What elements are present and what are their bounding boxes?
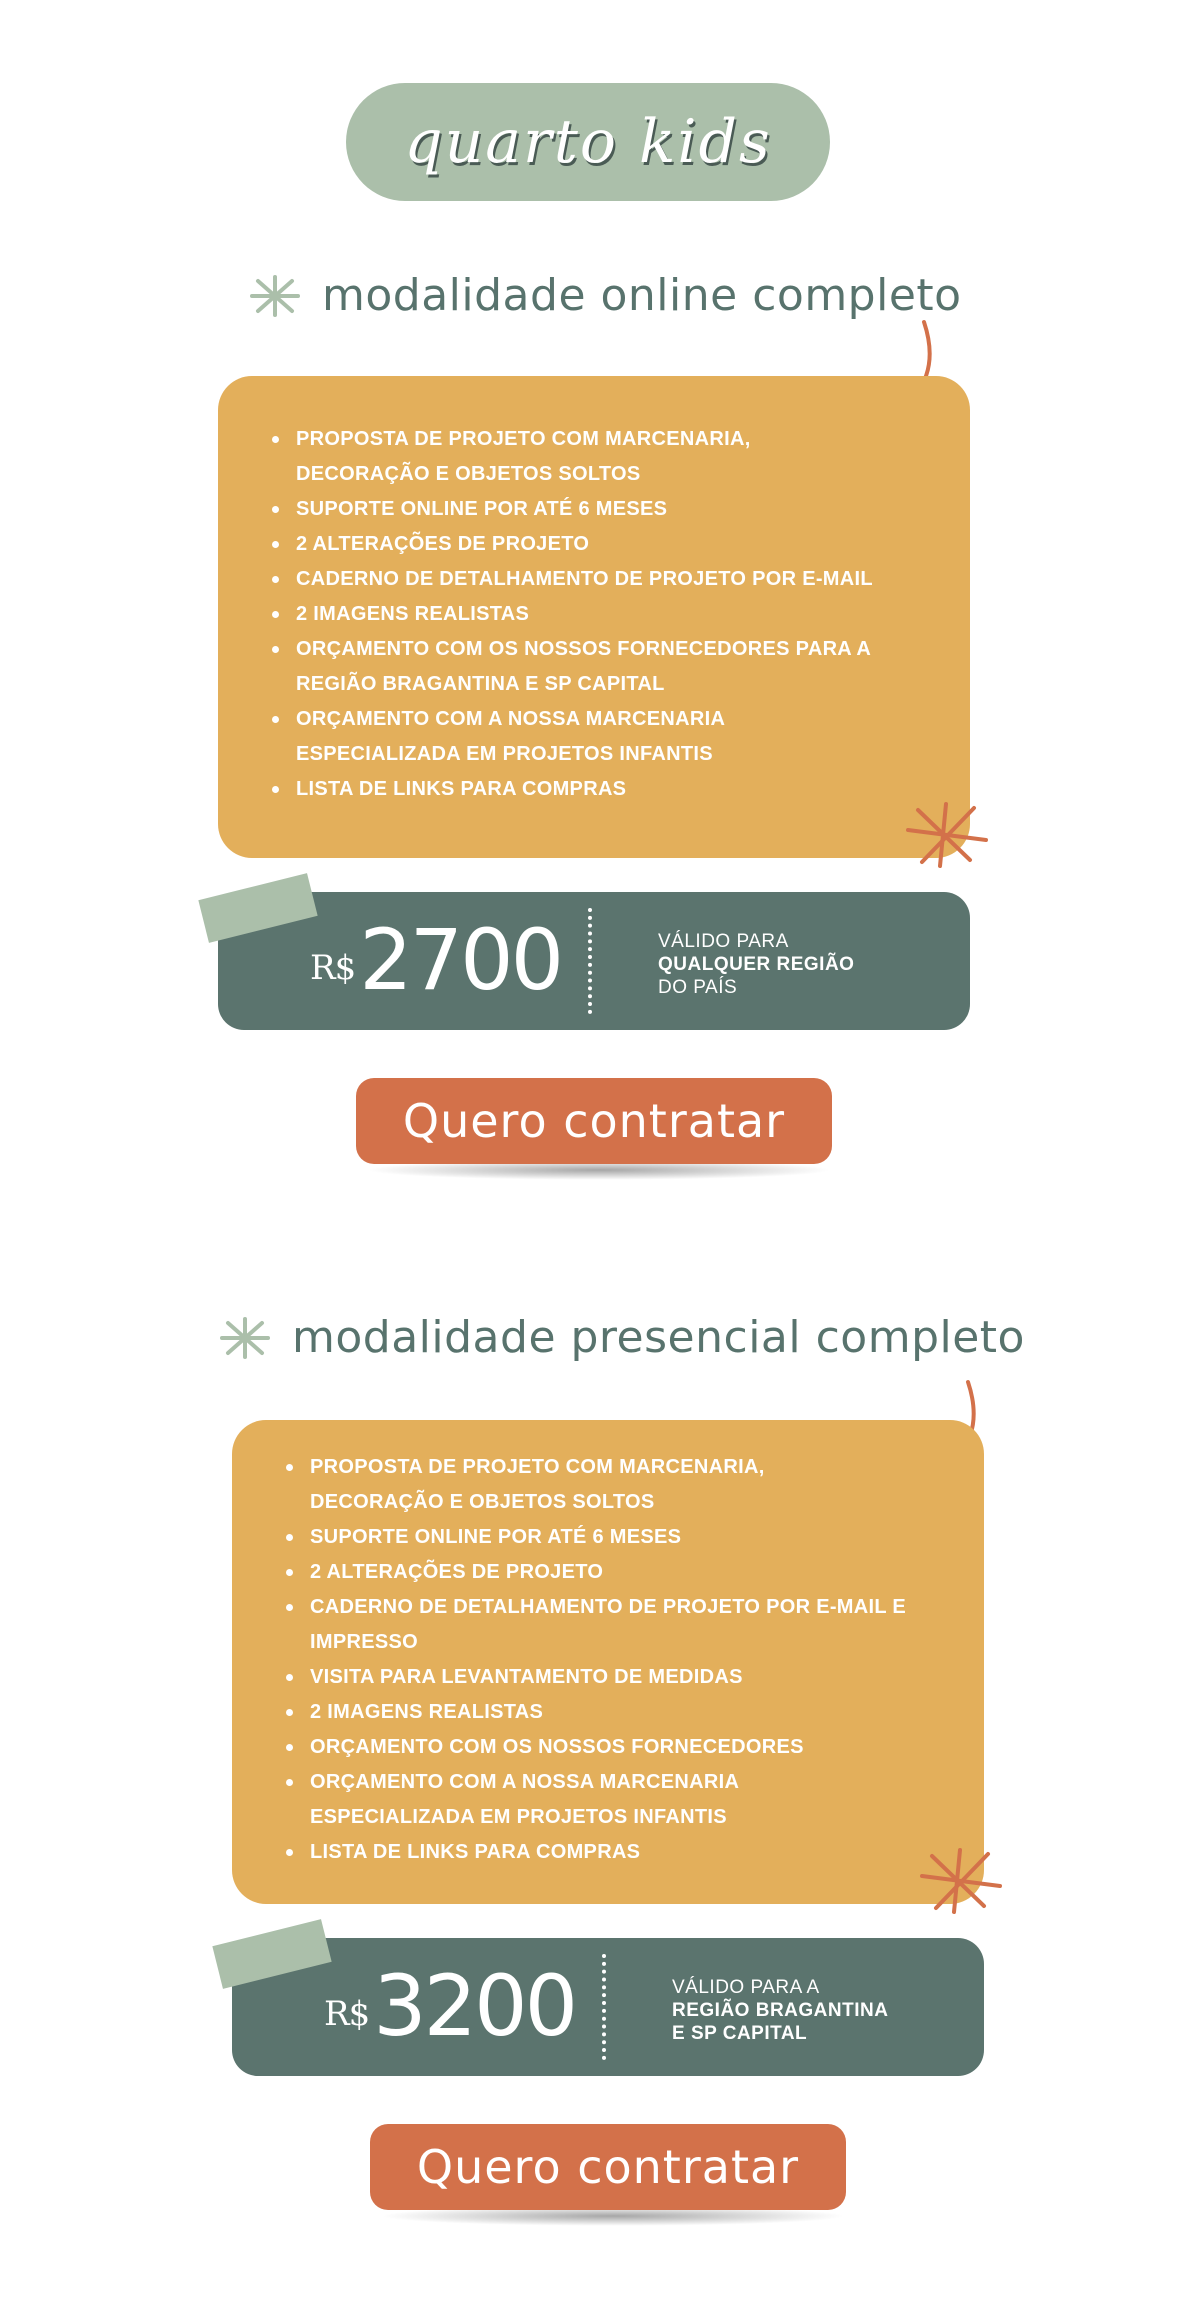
feature-item: ORÇAMENTO COM A NOSSA MARCENARIA ESPECIALIZADA EM PROJETOS INFANTIS [270,702,796,772]
feature-item: PROPOSTA DE PROJETO COM MARCENARIA, DECORAÇÃO E OBJETOS SOLTOS [270,422,776,492]
plan-heading-presencial [216,1312,1025,1363]
feature-item: 2 IMAGENS REALISTAS [270,597,930,632]
price-currency: R$ [310,948,356,988]
plan-heading-online [246,270,962,321]
price-bar-online [218,892,970,1030]
feature-item: CADERNO DE DETALHAMENTO DE PROJETO POR E-MAIL [270,562,930,597]
price-currency: R$ [324,1994,370,2034]
feature-list [284,1450,944,1870]
validity-prefix: VÁLIDO PARA A [672,1977,820,1998]
plan-heading-text: modalidade online completo [322,270,962,321]
plan-features-card-online [218,376,970,858]
feature-item: LISTA DE LINKS PARA COMPRAS [284,1835,944,1870]
hire-button-presencial[interactable]: Quero contratar [370,2124,846,2210]
price-validity [658,930,854,999]
validity-prefix: VÁLIDO PARA [658,931,789,952]
validity-suffix: DO PAÍS [658,977,738,998]
feature-item: PROPOSTA DE PROJETO COM MARCENARIA, DECORAÇÃO E OBJETOS SOLTOS [284,1450,790,1520]
feature-item: SUPORTE ONLINE POR ATÉ 6 MESES [284,1520,944,1555]
feature-item: ORÇAMENTO COM OS NOSSOS FORNECEDORES [284,1730,944,1765]
feature-item: SUPORTE ONLINE POR ATÉ 6 MESES [270,492,930,527]
price-display [310,911,562,1009]
price-display [324,1957,576,2055]
starburst-icon [900,800,992,870]
feature-item: VISITA PARA LEVANTAMENTO DE MEDIDAS [284,1660,944,1695]
price-value: 3200 [373,1957,576,2055]
starburst-icon [914,1846,1006,1916]
validity-suffix: E SP CAPITAL [672,2023,808,2044]
plan-heading-text: modalidade presencial completo [292,1312,1025,1363]
plan-features-card-presencial [232,1420,984,1904]
price-divider [588,908,592,1014]
asterisk-sparkle-icon [246,273,304,319]
feature-list [270,422,930,807]
price-bar-presencial [232,1938,984,2076]
feature-item: CADERNO DE DETALHAMENTO DE PROJETO POR E-MAIL E IMPRESSO [284,1590,970,1660]
feature-item: 2 IMAGENS REALISTAS [284,1695,944,1730]
hire-button-online[interactable]: Quero contratar [356,1078,832,1164]
feature-item: 2 ALTERAÇÕES DE PROJETO [284,1555,944,1590]
price-value: 2700 [359,911,562,1009]
validity-highlight: REGIÃO BRAGANTINA [672,2000,889,2021]
feature-item: 2 ALTERAÇÕES DE PROJETO [270,527,930,562]
asterisk-sparkle-icon [216,1315,274,1361]
feature-item: ORÇAMENTO COM A NOSSA MARCENARIA ESPECIALIZADA EM PROJETOS INFANTIS [284,1765,810,1835]
validity-highlight: QUALQUER REGIÃO [658,954,855,975]
feature-item: LISTA DE LINKS PARA COMPRAS [270,772,930,807]
price-divider [602,1954,606,2060]
feature-item: ORÇAMENTO COM OS NOSSOS FORNECEDORES PARA A REGIÃO BRAGANTINA E SP CAPITAL [270,632,936,702]
price-validity [672,1976,888,2045]
page-title: quarto kids [404,107,772,177]
